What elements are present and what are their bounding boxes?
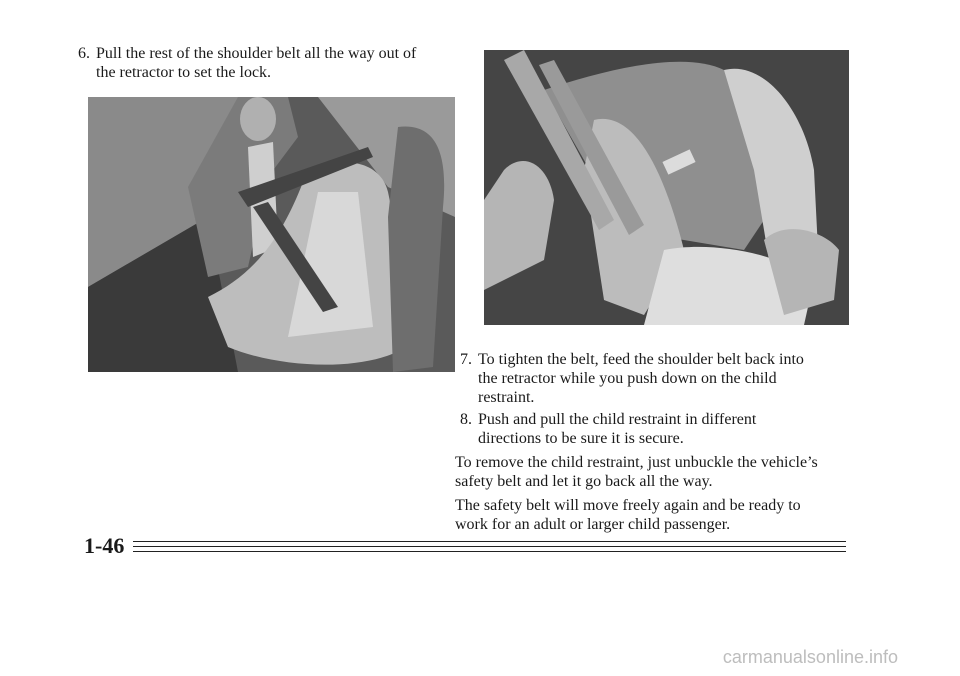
watermark: carmanualsonline.info <box>722 647 898 667</box>
step-text-line: Pull the rest of the shoulder belt all the way out of <box>96 45 417 62</box>
footer-rule <box>133 546 846 547</box>
man-pulling-shoulder-belt-illustration <box>88 97 455 372</box>
step-8 <box>460 410 860 448</box>
step-number: 6. <box>78 45 90 62</box>
step-6 <box>78 44 458 82</box>
paragraph-line: safety belt and let it go back all the way. <box>455 473 713 490</box>
belt-release-paragraph <box>455 496 865 534</box>
step-text-line: the retractor to set the lock. <box>96 64 272 81</box>
paragraph-line: To remove the child restraint, just unbuckle the vehicle’s <box>455 454 818 471</box>
child-seat-belt-icon <box>484 50 849 325</box>
paragraph-line: work for an adult or larger child passenger. <box>455 516 731 533</box>
page-number: 1-46 <box>84 533 125 558</box>
step-text-line: restraint. <box>478 389 535 406</box>
man-pulling-shoulder-belt-icon <box>88 97 455 372</box>
step-7 <box>460 350 860 407</box>
footer-rule <box>133 551 846 552</box>
step-text-line: Push and pull the child restraint in different <box>478 411 757 428</box>
hands-tightening-child-seat-belt-illustration <box>484 50 849 325</box>
remove-restraint-paragraph <box>455 453 865 491</box>
paragraph-line: The safety belt will move freely again and be ready to <box>455 497 801 514</box>
step-text-line: directions to be sure it is secure. <box>478 430 684 447</box>
step-number: 7. <box>460 351 472 368</box>
step-text-line: To tighten the belt, feed the shoulder belt back into <box>478 351 804 368</box>
step-number: 8. <box>460 411 472 428</box>
footer-rule <box>133 541 846 542</box>
step-text-line: the retractor while you push down on the child <box>478 370 777 387</box>
